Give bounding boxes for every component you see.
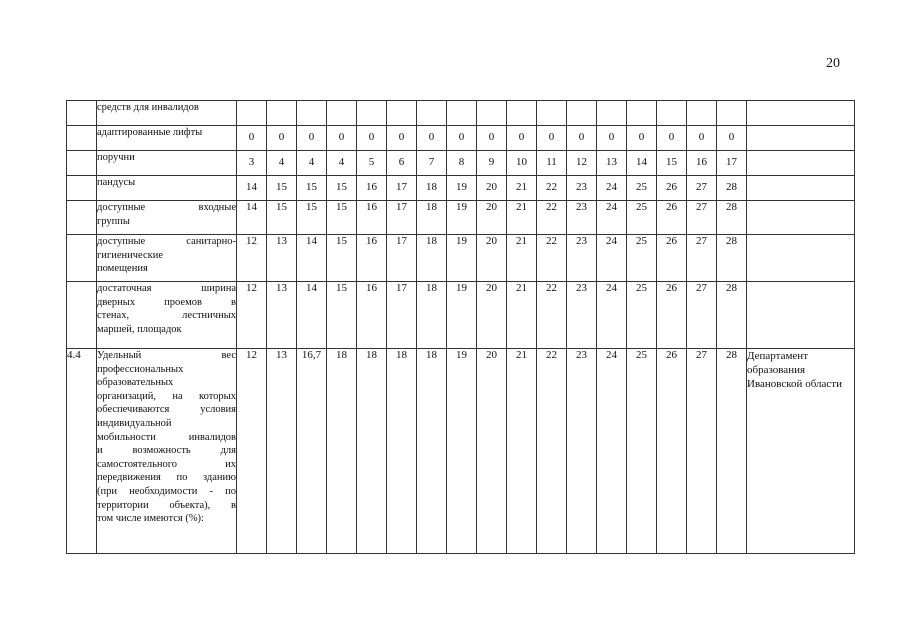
indicator-name-line: поручни	[97, 152, 135, 163]
responsible-cell	[747, 282, 855, 349]
value-cell: 17	[387, 201, 417, 235]
value-cell: 25	[627, 176, 657, 201]
value-cell	[297, 101, 327, 126]
indicator-name-line: маршей, площадок	[97, 323, 182, 335]
value-cell: 22	[537, 235, 567, 282]
value-cell: 17	[387, 176, 417, 201]
row-number-cell	[67, 176, 97, 201]
value-cell: 16	[357, 282, 387, 349]
value-cell: 18	[417, 349, 447, 554]
value-cell: 12	[237, 282, 267, 349]
row-number-cell	[67, 151, 97, 176]
value-cell: 28	[717, 349, 747, 554]
value-cell: 20	[477, 201, 507, 235]
value-cell: 0	[687, 126, 717, 151]
value-cell: 21	[507, 282, 537, 349]
value-cell: 23	[567, 282, 597, 349]
value-cell: 0	[447, 126, 477, 151]
value-cell: 19	[447, 235, 477, 282]
table-row	[67, 176, 855, 201]
value-cell: 15	[327, 235, 357, 282]
value-cell: 24	[597, 201, 627, 235]
indicator-name-line: мобильности инвалидов	[97, 431, 236, 443]
table-row	[67, 101, 855, 126]
value-cell: 17	[717, 151, 747, 176]
row-number-cell	[67, 282, 97, 349]
responsible-cell: Департамент образования Ивановской области	[747, 349, 855, 554]
value-cell: 10	[507, 151, 537, 176]
value-cell: 25	[627, 349, 657, 554]
value-cell: 0	[567, 126, 597, 151]
value-cell	[447, 101, 477, 126]
indicator-name-cell	[97, 126, 237, 151]
row-number-cell	[67, 201, 97, 235]
value-cell: 27	[687, 282, 717, 349]
page-number: 20	[826, 56, 840, 71]
value-cell: 12	[237, 235, 267, 282]
value-cell: 20	[477, 235, 507, 282]
table-row	[67, 235, 855, 282]
responsible-cell	[747, 151, 855, 176]
value-cell: 15	[267, 201, 297, 235]
value-cell: 14	[237, 201, 267, 235]
value-cell: 18	[417, 235, 447, 282]
value-cell: 4	[267, 151, 297, 176]
value-cell: 23	[567, 349, 597, 554]
value-cell: 13	[267, 235, 297, 282]
value-cell	[357, 101, 387, 126]
row-number-cell: 4.4	[67, 349, 97, 554]
value-cell: 0	[387, 126, 417, 151]
value-cell	[657, 101, 687, 126]
indicator-name-line: пандусы	[97, 177, 136, 188]
value-cell: 26	[657, 176, 687, 201]
value-cell: 24	[597, 282, 627, 349]
indicator-name-line: и возможность для	[97, 445, 236, 457]
value-cell: 20	[477, 176, 507, 201]
value-cell: 12	[567, 151, 597, 176]
responsible-cell	[747, 126, 855, 151]
indicator-name-line: образовательных	[97, 377, 174, 389]
indicator-name-cell	[97, 151, 237, 176]
indicator-name-line: стенах, лестничных	[97, 310, 236, 322]
value-cell: 15	[267, 176, 297, 201]
value-cell: 16	[357, 201, 387, 235]
value-cell: 26	[657, 282, 687, 349]
responsible-cell	[747, 235, 855, 282]
value-cell: 0	[267, 126, 297, 151]
indicator-name-cell	[97, 176, 237, 201]
value-cell: 9	[477, 151, 507, 176]
value-cell: 0	[297, 126, 327, 151]
value-cell: 8	[447, 151, 477, 176]
value-cell: 15	[297, 176, 327, 201]
value-cell: 19	[447, 282, 477, 349]
value-cell: 0	[327, 126, 357, 151]
value-cell	[507, 101, 537, 126]
value-cell	[627, 101, 657, 126]
value-cell: 20	[477, 282, 507, 349]
value-cell: 28	[717, 282, 747, 349]
value-cell: 13	[267, 282, 297, 349]
indicator-name-cell	[97, 201, 237, 235]
value-cell: 0	[357, 126, 387, 151]
value-cell: 26	[657, 201, 687, 235]
value-cell: 14	[237, 176, 267, 201]
value-cell: 27	[687, 176, 717, 201]
table-row	[67, 201, 855, 235]
value-cell: 7	[417, 151, 447, 176]
value-cell: 4	[297, 151, 327, 176]
value-cell: 28	[717, 201, 747, 235]
indicator-name-line: дверных проемов в	[97, 296, 236, 308]
table-row	[67, 282, 855, 349]
value-cell	[567, 101, 597, 126]
value-cell	[537, 101, 567, 126]
value-cell: 14	[627, 151, 657, 176]
indicator-name-line: группы	[97, 215, 130, 227]
responsible-cell	[747, 201, 855, 235]
value-cell: 22	[537, 349, 567, 554]
value-cell: 23	[567, 176, 597, 201]
value-cell: 0	[537, 126, 567, 151]
indicator-name-cell	[97, 235, 237, 282]
value-cell: 25	[627, 235, 657, 282]
value-cell: 0	[657, 126, 687, 151]
value-cell: 22	[537, 176, 567, 201]
value-cell: 27	[687, 235, 717, 282]
value-cell	[267, 101, 297, 126]
value-cell: 6	[387, 151, 417, 176]
value-cell: 17	[387, 235, 417, 282]
responsible-cell	[747, 101, 855, 126]
value-cell: 4	[327, 151, 357, 176]
value-cell: 21	[507, 349, 537, 554]
value-cell: 18	[417, 176, 447, 201]
value-cell: 17	[387, 282, 417, 349]
value-cell: 16	[687, 151, 717, 176]
indicator-name-line: профессиональных	[97, 363, 184, 375]
value-cell	[237, 101, 267, 126]
row-number-cell	[67, 235, 97, 282]
value-cell: 11	[537, 151, 567, 176]
indicator-name-line: (при необходимости - по	[97, 485, 236, 497]
value-cell: 0	[597, 126, 627, 151]
value-cell: 0	[237, 126, 267, 151]
value-cell: 28	[717, 176, 747, 201]
value-cell: 27	[687, 201, 717, 235]
value-cell: 21	[507, 201, 537, 235]
table-row	[67, 126, 855, 151]
value-cell: 21	[507, 176, 537, 201]
value-cell: 22	[537, 282, 567, 349]
indicator-name-line: Удельный вес	[97, 350, 236, 361]
value-cell: 27	[687, 349, 717, 554]
value-cell: 18	[417, 201, 447, 235]
value-cell: 23	[567, 201, 597, 235]
value-cell: 18	[417, 282, 447, 349]
value-cell: 25	[627, 201, 657, 235]
indicator-name-line: достаточная ширина	[97, 283, 236, 294]
value-cell: 12	[237, 349, 267, 554]
value-cell	[717, 101, 747, 126]
value-cell	[597, 101, 627, 126]
value-cell: 0	[627, 126, 657, 151]
value-cell: 19	[447, 201, 477, 235]
value-cell: 20	[477, 349, 507, 554]
value-cell: 15	[657, 151, 687, 176]
value-cell: 18	[327, 349, 357, 554]
value-cell: 0	[507, 126, 537, 151]
value-cell: 25	[627, 282, 657, 349]
value-cell: 15	[297, 201, 327, 235]
value-cell: 26	[657, 349, 687, 554]
value-cell	[477, 101, 507, 126]
value-cell: 3	[237, 151, 267, 176]
indicator-name-cell	[97, 282, 237, 349]
value-cell: 15	[327, 282, 357, 349]
value-cell: 0	[417, 126, 447, 151]
indicator-name-line: организаций, на которых	[97, 390, 236, 402]
value-cell: 28	[717, 235, 747, 282]
value-cell	[687, 101, 717, 126]
indicator-name-line: самостоятельного их	[97, 458, 236, 470]
indicator-name-line: том числе имеются (%):	[97, 513, 204, 525]
indicator-name-cell	[97, 101, 237, 126]
indicator-name-line: доступные санитарно-	[97, 236, 236, 247]
value-cell	[327, 101, 357, 126]
indicator-name-line: обеспечиваются условия	[97, 404, 236, 416]
indicator-name-line: средств для инвалидов	[97, 102, 199, 113]
value-cell: 15	[327, 176, 357, 201]
indicator-name-line: помещения	[97, 263, 148, 275]
value-cell: 21	[507, 235, 537, 282]
value-cell: 23	[567, 235, 597, 282]
indicator-name-line: адаптированные лифты	[97, 127, 203, 138]
value-cell: 19	[447, 349, 477, 554]
value-cell: 16,7	[297, 349, 327, 554]
value-cell: 0	[477, 126, 507, 151]
row-number-cell	[67, 101, 97, 126]
value-cell: 14	[297, 282, 327, 349]
value-cell	[417, 101, 447, 126]
value-cell: 24	[597, 176, 627, 201]
indicator-name-line: территории объекта), в	[97, 499, 236, 511]
value-cell	[387, 101, 417, 126]
indicator-name-line: доступные входные	[97, 202, 236, 213]
indicator-table	[66, 100, 855, 554]
value-cell: 13	[267, 349, 297, 554]
value-cell: 13	[597, 151, 627, 176]
table-row	[67, 349, 855, 554]
indicator-name-cell	[97, 349, 237, 554]
value-cell: 14	[297, 235, 327, 282]
value-cell: 18	[357, 349, 387, 554]
value-cell: 16	[357, 176, 387, 201]
responsible-cell	[747, 176, 855, 201]
value-cell: 24	[597, 349, 627, 554]
indicator-name-line: гигиенические	[97, 249, 163, 261]
value-cell: 24	[597, 235, 627, 282]
table-row	[67, 151, 855, 176]
value-cell: 22	[537, 201, 567, 235]
value-cell: 19	[447, 176, 477, 201]
value-cell: 18	[387, 349, 417, 554]
value-cell: 15	[327, 201, 357, 235]
value-cell: 5	[357, 151, 387, 176]
row-number-cell	[67, 126, 97, 151]
value-cell: 26	[657, 235, 687, 282]
indicator-name-line: индивидуальной	[97, 417, 172, 429]
indicator-name-line: передвижения по зданию	[97, 472, 236, 484]
value-cell: 0	[717, 126, 747, 151]
value-cell: 16	[357, 235, 387, 282]
